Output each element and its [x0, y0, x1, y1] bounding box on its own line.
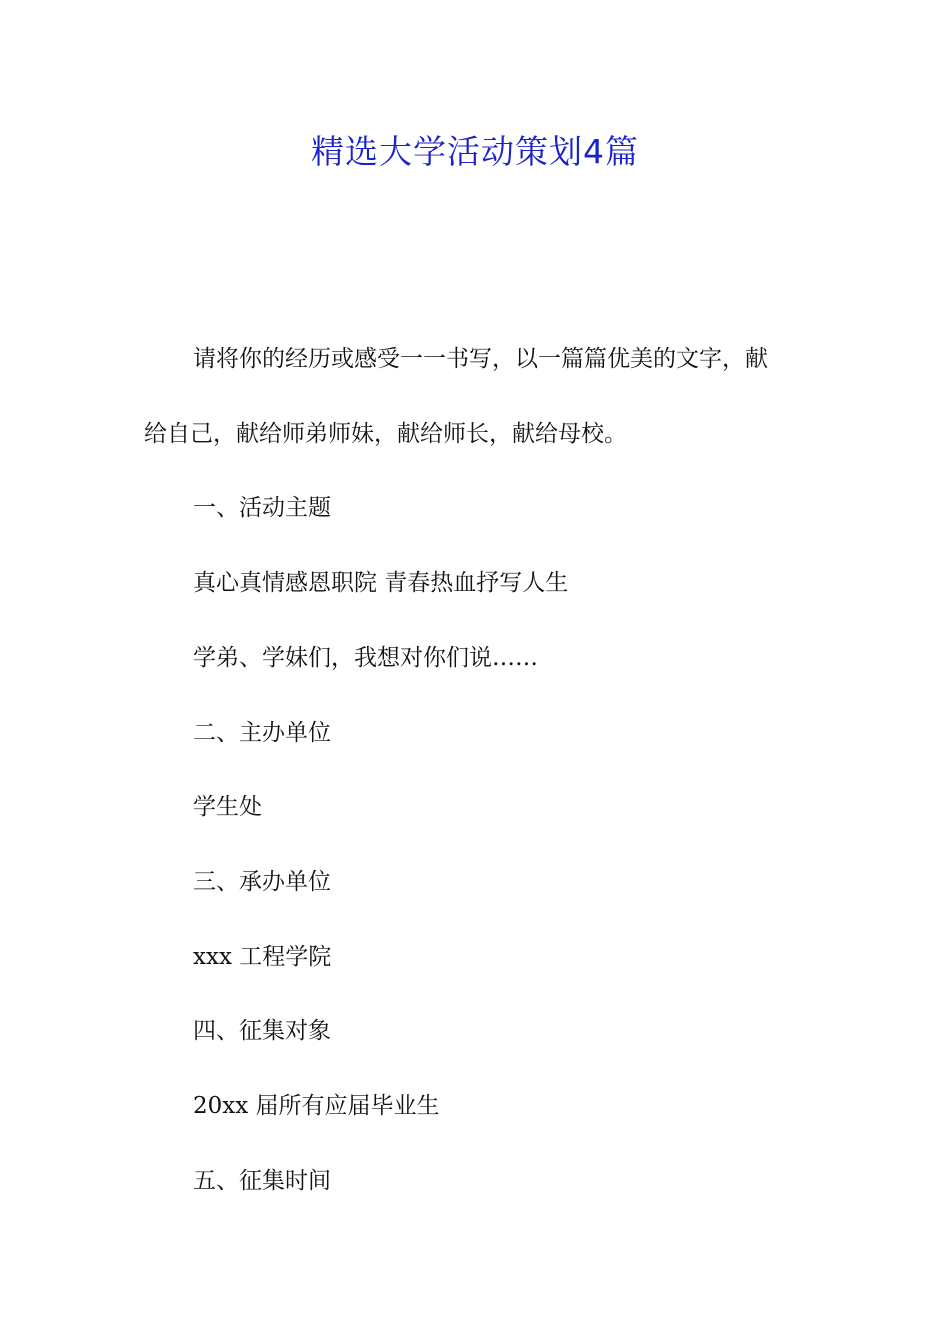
intro-paragraph-line-1: 请将你的经历或感受一一书写，以一篇篇优美的文字，献: [193, 346, 768, 372]
target-text: 20xx 届所有应届毕业生: [193, 1093, 440, 1119]
section-heading-organizer: 二、主办单位: [193, 720, 331, 746]
document-title: 精选大学活动策划4篇: [311, 132, 639, 171]
undertaker-text: xxx 工程学院: [193, 944, 332, 970]
theme-subtext: 学弟、学妹们，我想对你们说……: [193, 645, 538, 671]
intro-paragraph-line-2: 给自己，献给师弟师妹，献给师长，献给母校。: [144, 421, 627, 447]
section-heading-target: 四、征集对象: [193, 1018, 331, 1044]
section-heading-theme: 一、活动主题: [193, 495, 331, 521]
section-heading-undertaker: 三、承办单位: [193, 869, 331, 895]
theme-text: 真心真情感恩职院 青春热血抒写人生: [193, 570, 569, 596]
section-heading-time: 五、征集时间: [193, 1168, 331, 1194]
organizer-text: 学生处: [193, 794, 262, 820]
